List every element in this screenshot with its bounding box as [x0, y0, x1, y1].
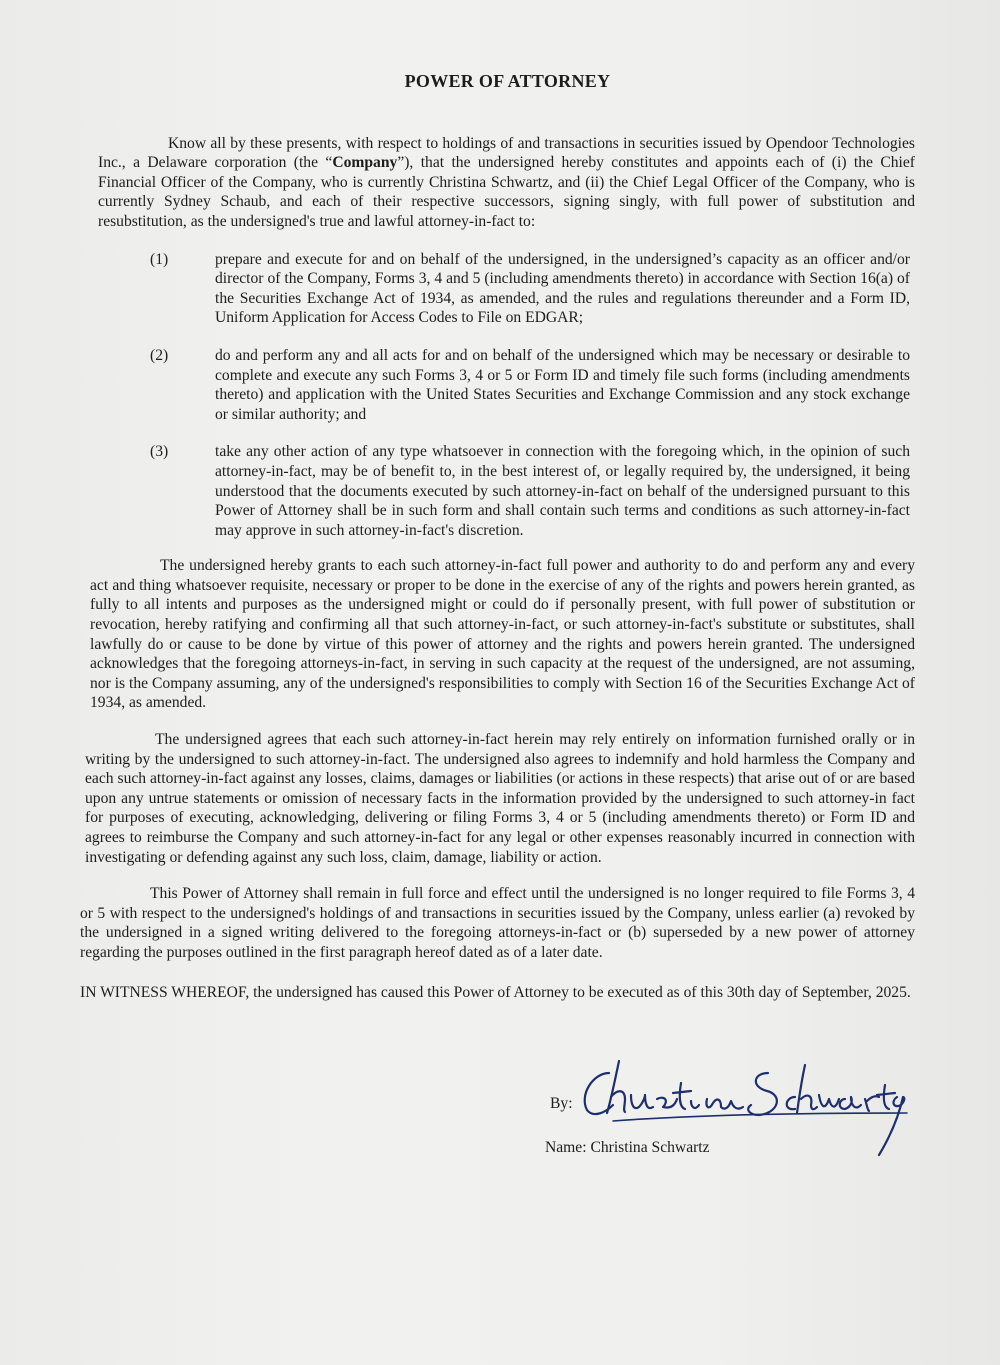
signature-stroke — [787, 1065, 817, 1113]
intro-paragraph — [80, 134, 915, 232]
witness-clause: IN WITNESS WHEREOF, the undersigned has caused this Power of Attorney to be executed as of this 30th day of September, 2025. — [80, 983, 911, 1001]
signature-block — [545, 1055, 925, 1165]
document-title: POWER OF ATTORNEY — [404, 71, 611, 91]
signature-stroke — [613, 1113, 907, 1121]
signature-stroke — [879, 1097, 904, 1155]
intro-text-end: ”), that the undersigned hereby constitutes and appoints each of (i) the Chief Financial Officer of the Company, who is currently Christina Schwartz, and (ii) the Chief Legal Officer of the Company, who is currently Sydney Schaub, and each of their respective successors, signing singly, with full power of substitution and resubstitution, as the undersigned's true and lawful attorney-in-fact to: — [98, 154, 915, 230]
signature-stroke — [865, 1085, 895, 1111]
duration-paragraph: This Power of Attorney shall remain in full force and effect until the undersigned is no longer required to file Forms 3, 4 or 5 with respect to the undersigned's holdings of and transactions in securities issued by the Company, unless earlier (a) revoked by the undersigned in a signed writing delivered to the foregoing attorneys-in-fact or (b) superseded by a new power of attorney regarding the purposes outlined in the first paragraph hereof dated as of a later date. — [80, 885, 915, 961]
company-defined-term: Company — [332, 154, 398, 172]
list-item-text: take any other action of any type whatsoever in connection with the foregoing which, in the opinion of such attorney-in-fact, may be of benefit to, in the best interest of, or legally required by, the undersigned, it being understood that the documents executed by such attorney-in-fact on behalf of the undersigned pursuant to this Power of Attorney shall be in such form and shall contain such terms and conditions as such attorney-in-fact may approve in such attorney-in-fact's discretion. — [215, 443, 910, 539]
list-item — [80, 442, 915, 540]
list-item-number: (1) — [150, 250, 169, 268]
list-item-number: (3) — [150, 443, 169, 461]
document-page — [80, 72, 915, 1002]
intro-text-start: Know all by these presents, with respect to holdings of and transactions in securities issued by Opendoor Technologies Inc., a Delaware corporation (the “ — [98, 134, 915, 172]
signature-stroke — [691, 1099, 743, 1109]
list-item — [80, 250, 915, 328]
indemnification-paragraph: The undersigned agrees that each such attorney-in-fact herein may rely entirely on information furnished orally or in writing by the undersigned to such attorney-in-fact. The undersigned also agrees to indemnify and hold harmless the Company and each such attorney-in-fact against any losses, claims, damages or liabilities (or actions in these respects) that arise out of or are based upon any untrue statements or omission of necessary facts in the information provided by the undersigned to such attorney-in fact for purposes of executing, acknowledging, delivering or filing Forms 3, 4 or 5 (including amendments thereto) or Form ID and agrees to reimburse the Company and such attorney-in-fact for any legal or other expenses reasonably incurred in connection with investigating or defending against any such loss, claim, damage, liability or action. — [85, 731, 915, 866]
signature-by-label: By: — [550, 1095, 573, 1112]
list-item-text: prepare and execute for and on behalf of the undersigned, in the undersigned’s capacity as an officer and/or director of the Company, Forms 3, 4 and 5 (including amendments thereto) in accordance with Section 16(a) of the Securities Exchange Act of 1934, as amended, and the rules and regulations thereunder and a Form ID, Uniform Application for Access Codes to File on EDGAR; — [215, 250, 910, 327]
signature-stroke — [657, 1083, 691, 1109]
list-item — [80, 346, 915, 424]
signature-stroke — [819, 1095, 861, 1109]
list-item-number: (2) — [150, 346, 169, 364]
signature-stroke — [748, 1073, 777, 1115]
signature-stroke — [607, 1061, 625, 1113]
signatory-name: Name: Christina Schwartz — [545, 1139, 710, 1156]
signature-stroke — [631, 1095, 653, 1108]
grant-of-authority-paragraph: The undersigned hereby grants to each such attorney-in-fact full power and authority to do and perform any and every act and thing whatsoever requisite, necessary or proper to be done in the exercise of any of the rights and powers herein granted, as fully to all intents and purposes as the undersigned might or could do if personally present, with full power of substitution or revocation, hereby ratifying and confirming all that such attorney-in-fact, or such attorney-in-fact's substitute or substitutes, shall lawfully do or cause to be done by virtue of this power of attorney and the rights and powers herein granted. The undersigned acknowledges that the foregoing attorneys-in-fact, in serving in such capacity at the request of the undersigned, are not assuming, nor is the Company assuming, any of the undersigned's responsibilities to comply with Section 16 of the Securities Exchange Act of 1934, as amended. — [90, 557, 915, 712]
list-item-text: do and perform any and all acts for and on behalf of the undersigned which may be necessary or desirable to complete and execute any such Forms 3, 4 or 5 or Form ID and timely file such forms (including amendments thereto) and application with the United States Securities and Exchange Commission and any stock exchange or similar authority; and — [215, 346, 910, 423]
